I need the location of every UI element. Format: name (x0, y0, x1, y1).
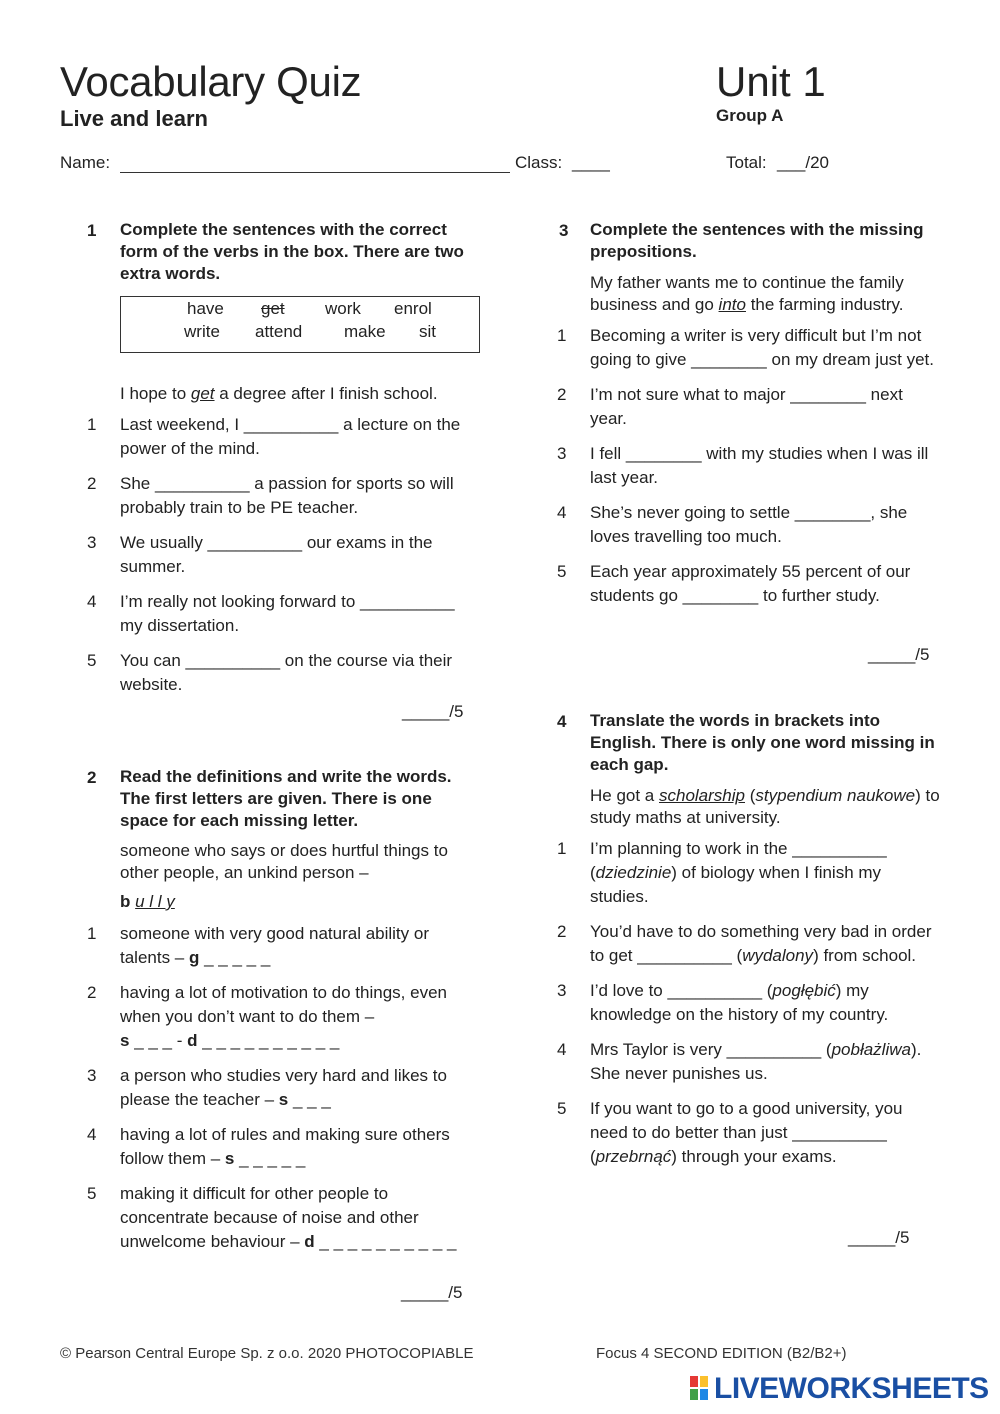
example-sentence: I hope to get a degree after I finish school. (120, 384, 438, 403)
section-3-instruction: Complete the sentences with the missing prepositions. (590, 220, 924, 261)
section-4 (557, 710, 942, 1169)
question-item[interactable]: 4 I’m really not looking forward to __________ my dissertation. (87, 592, 455, 635)
box-word: work (325, 299, 361, 318)
liveworksheets-icon (690, 1376, 710, 1402)
question-item[interactable]: 3 I fell ________ with my studies when I was ill last year. (557, 444, 929, 487)
example-answer: scholarship (659, 786, 745, 805)
unit-label: Unit 1 (716, 58, 826, 105)
definition-item[interactable]: 2 having a lot of motivation to do things, even when you don’t want to do them – s _ _ _ - d _ _ _ _ _ _ _ _ _ _ (87, 983, 447, 1050)
box-word: sit (419, 322, 436, 341)
definition-item[interactable]: 4 having a lot of rules and making sure others follow them – s _ _ _ _ _ (87, 1125, 450, 1168)
box-word-used: get (261, 299, 285, 318)
section-1-score: _____/5 (402, 702, 464, 721)
class-label: Class: (515, 153, 563, 172)
total-label: Total: (726, 153, 767, 172)
section-1-items (87, 382, 472, 697)
section-2 (87, 766, 472, 1254)
question-item[interactable]: 5 Each year approximately 55 percent of our students go ________ to further study. (557, 562, 911, 605)
section-3 (557, 219, 942, 608)
word-box (120, 296, 480, 353)
total-field[interactable]: ___/20 (777, 153, 829, 172)
section-1 (87, 219, 480, 285)
box-word: enrol (394, 299, 432, 318)
question-item[interactable]: 4 She’s never going to settle ________, she loves travelling too much. (557, 503, 908, 546)
section-4-score: _____/5 (848, 1228, 910, 1247)
definition-item[interactable]: 5 making it difficult for other people to concentrate because of noise and other unwelcome behaviour – d _ _ _ _ _ _ _ _ _ _ (87, 1184, 457, 1251)
box-word: make (344, 322, 386, 341)
translation-item[interactable]: 1 I’m planning to work in the __________ (dziedzinie) of biology when I finish my studies. (557, 839, 887, 906)
class-field[interactable]: ____ (572, 153, 610, 172)
example-sentence: My father wants me to continue the family business and go into the farming industry. (590, 273, 904, 314)
section-1-instruction: Complete the sentences with the correct form of the verbs in the box. There are two extra words. (120, 220, 464, 283)
question-item[interactable]: 1 Last weekend, I __________ a lecture on the power of the mind. (87, 415, 461, 458)
question-item[interactable]: 2 I’m not sure what to major ________ next year. (557, 385, 903, 428)
liveworksheets-logo[interactable] (690, 1372, 989, 1406)
box-word: have (187, 299, 224, 318)
section-3-score: _____/5 (868, 645, 930, 664)
quiz-subtitle: Live and learn (60, 106, 208, 131)
example-definition: someone who says or does hurtful things to other people, an unkind person – (120, 841, 448, 882)
student-info-line (60, 153, 950, 177)
box-word: write (184, 322, 220, 341)
translation-item[interactable]: 5 If you want to go to a good university, you need to do better than just __________ (przebrnąć) through your exams. (557, 1099, 903, 1166)
section-3-number: 3 (559, 221, 569, 240)
example-sentence: He got a scholarship (stypendium naukowe) to study maths at university. (590, 786, 940, 827)
example-answer: get (190, 384, 215, 403)
definition-item[interactable]: 1 someone with very good natural ability or talents – g _ _ _ _ _ (87, 924, 429, 967)
section-1-number: 1 (87, 221, 97, 240)
question-item[interactable]: 3 We usually __________ our exams in the summer. (87, 533, 433, 576)
name-label: Name: (60, 153, 111, 172)
section-2-score: _____/5 (401, 1283, 463, 1302)
section-2-instruction: Read the definitions and write the words. The first letters are given. There is one space for each missing letter. (120, 767, 452, 830)
group-label: Group A (716, 106, 784, 125)
section-2-number: 2 (87, 768, 97, 787)
name-field[interactable] (120, 153, 510, 173)
edition-text: Focus 4 SECOND EDITION (B2/B2+) (596, 1345, 847, 1362)
question-item[interactable]: 5 You can __________ on the course via their website. (87, 651, 453, 694)
example-answer: b u l l y (120, 892, 175, 911)
translation-item[interactable]: 3 I’d love to __________ (pogłębić) my knowledge on the history of my country. (557, 981, 889, 1024)
liveworksheets-wordmark: LIVEWORKSHEETS (714, 1372, 989, 1405)
copyright-text: © Pearson Central Europe Sp. z o.o. 2020 PHOTOCOPIABLE (60, 1345, 474, 1362)
example-answer: into (718, 295, 746, 314)
question-item[interactable]: 1 Becoming a writer is very difficult but I’m not going to give ________ on my dream just yet. (557, 326, 934, 369)
section-4-number: 4 (557, 712, 567, 731)
quiz-title: Vocabulary Quiz (60, 58, 362, 105)
box-word: attend (255, 322, 303, 341)
definition-item[interactable]: 3 a person who studies very hard and likes to please the teacher – s _ _ _ (87, 1066, 447, 1109)
translation-item[interactable]: 2 You’d have to do something very bad in order to get __________ (wydalony) from school. (557, 922, 932, 965)
question-item[interactable]: 2 She __________ a passion for sports so will probably train to be PE teacher. (87, 474, 454, 517)
translation-item[interactable]: 4 Mrs Taylor is very __________ (pobłażliwa). She never punishes us. (557, 1040, 922, 1083)
section-4-instruction: Translate the words in brackets into English. There is only one word missing in each gap. (590, 711, 935, 774)
